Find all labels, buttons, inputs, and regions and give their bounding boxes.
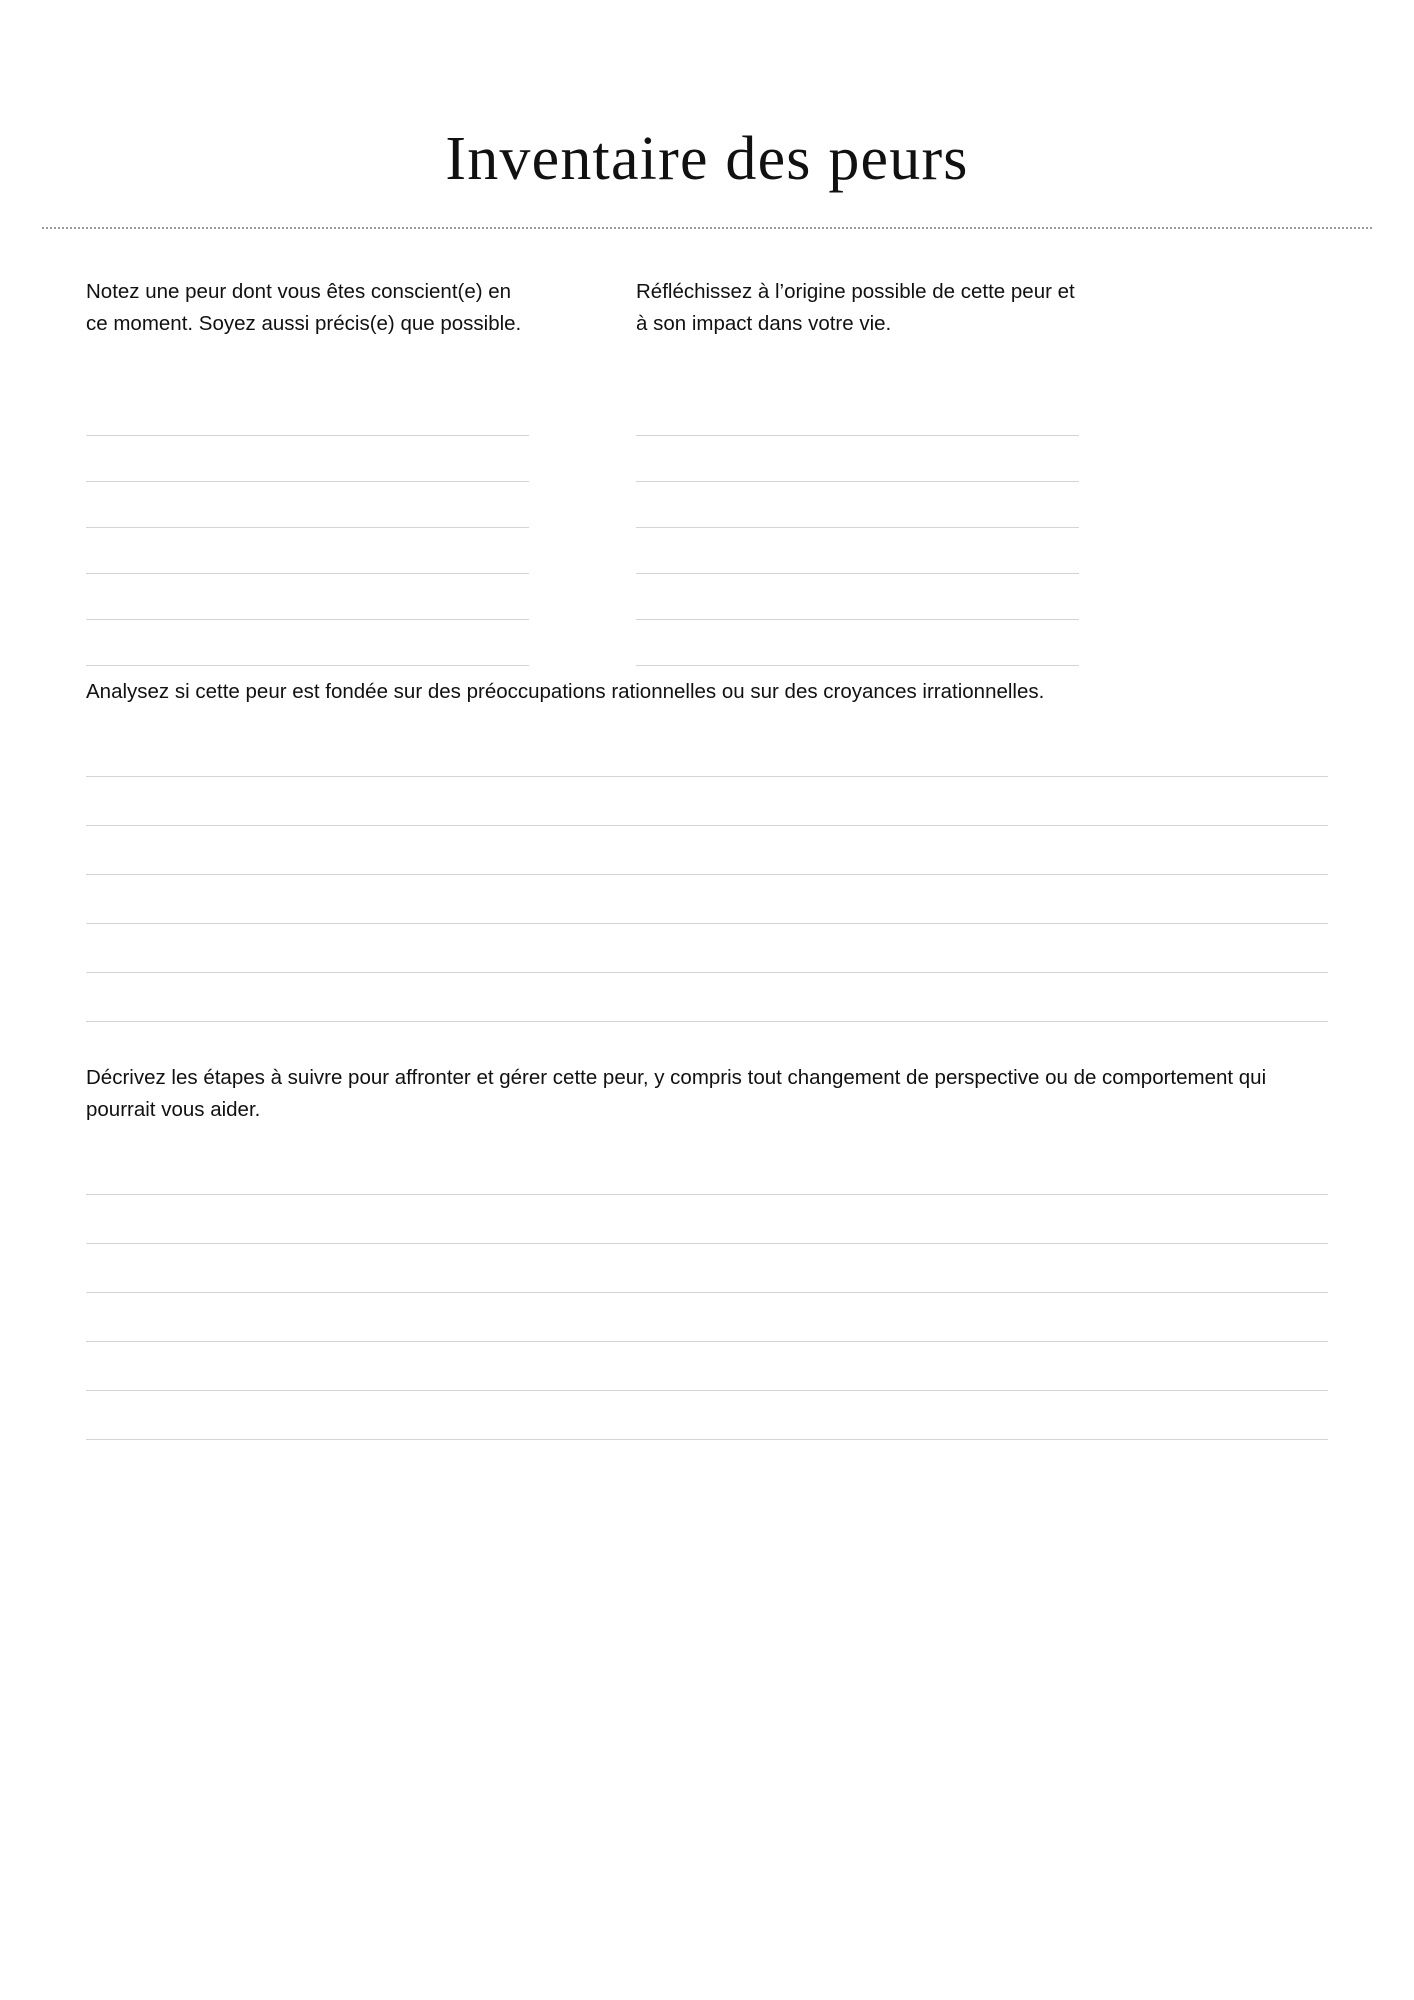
writing-line[interactable]	[86, 436, 529, 482]
writing-lines-left	[86, 386, 529, 666]
column-right	[636, 276, 1079, 666]
writing-line[interactable]	[86, 574, 529, 620]
column-left	[86, 276, 529, 666]
writing-line[interactable]	[636, 620, 1079, 666]
writing-line[interactable]	[86, 386, 529, 436]
writing-line[interactable]	[636, 574, 1079, 620]
writing-lines-right	[636, 386, 1079, 666]
writing-line[interactable]	[636, 436, 1079, 482]
writing-line[interactable]	[86, 1293, 1328, 1342]
prompt-left: Notez une peur dont vous êtes conscient(e) en ce moment. Soyez aussi précis(e) que possible.	[86, 280, 522, 335]
writing-line[interactable]	[636, 482, 1079, 528]
section-fear-analysis	[86, 676, 1328, 1022]
writing-line[interactable]	[636, 528, 1079, 574]
page-title: Inventaire des peurs	[445, 125, 969, 193]
writing-line[interactable]	[86, 1391, 1328, 1440]
prompt-right: Réfléchissez à l’origine possible de cette peur et à son impact dans votre vie.	[636, 280, 1075, 335]
section-fear-identification	[86, 276, 1328, 666]
writing-line[interactable]	[86, 777, 1328, 826]
writing-line[interactable]	[86, 728, 1328, 777]
writing-lines-analysis	[86, 728, 1328, 1022]
writing-line[interactable]	[86, 875, 1328, 924]
writing-line[interactable]	[86, 924, 1328, 973]
prompt-action-steps: Décrivez les étapes à suivre pour affronter et gérer cette peur, y compris tout changement de perspective ou de comportement qui pourrait vous aider.	[86, 1066, 1267, 1121]
page-title-container	[0, 125, 1414, 193]
writing-line[interactable]	[86, 973, 1328, 1022]
writing-line[interactable]	[86, 482, 529, 528]
writing-line[interactable]	[86, 1146, 1328, 1195]
writing-line[interactable]	[86, 620, 529, 666]
writing-lines-action-steps	[86, 1146, 1328, 1440]
writing-line[interactable]	[86, 826, 1328, 875]
section-action-steps	[86, 1062, 1328, 1440]
writing-line[interactable]	[636, 386, 1079, 436]
writing-line[interactable]	[86, 1244, 1328, 1293]
writing-line[interactable]	[86, 1195, 1328, 1244]
writing-line[interactable]	[86, 1342, 1328, 1391]
prompt-analysis: Analysez si cette peur est fondée sur des préoccupations rationnelles ou sur des croyances irrationnelles.	[86, 680, 1045, 703]
header-divider	[42, 227, 1372, 229]
writing-line[interactable]	[86, 528, 529, 574]
